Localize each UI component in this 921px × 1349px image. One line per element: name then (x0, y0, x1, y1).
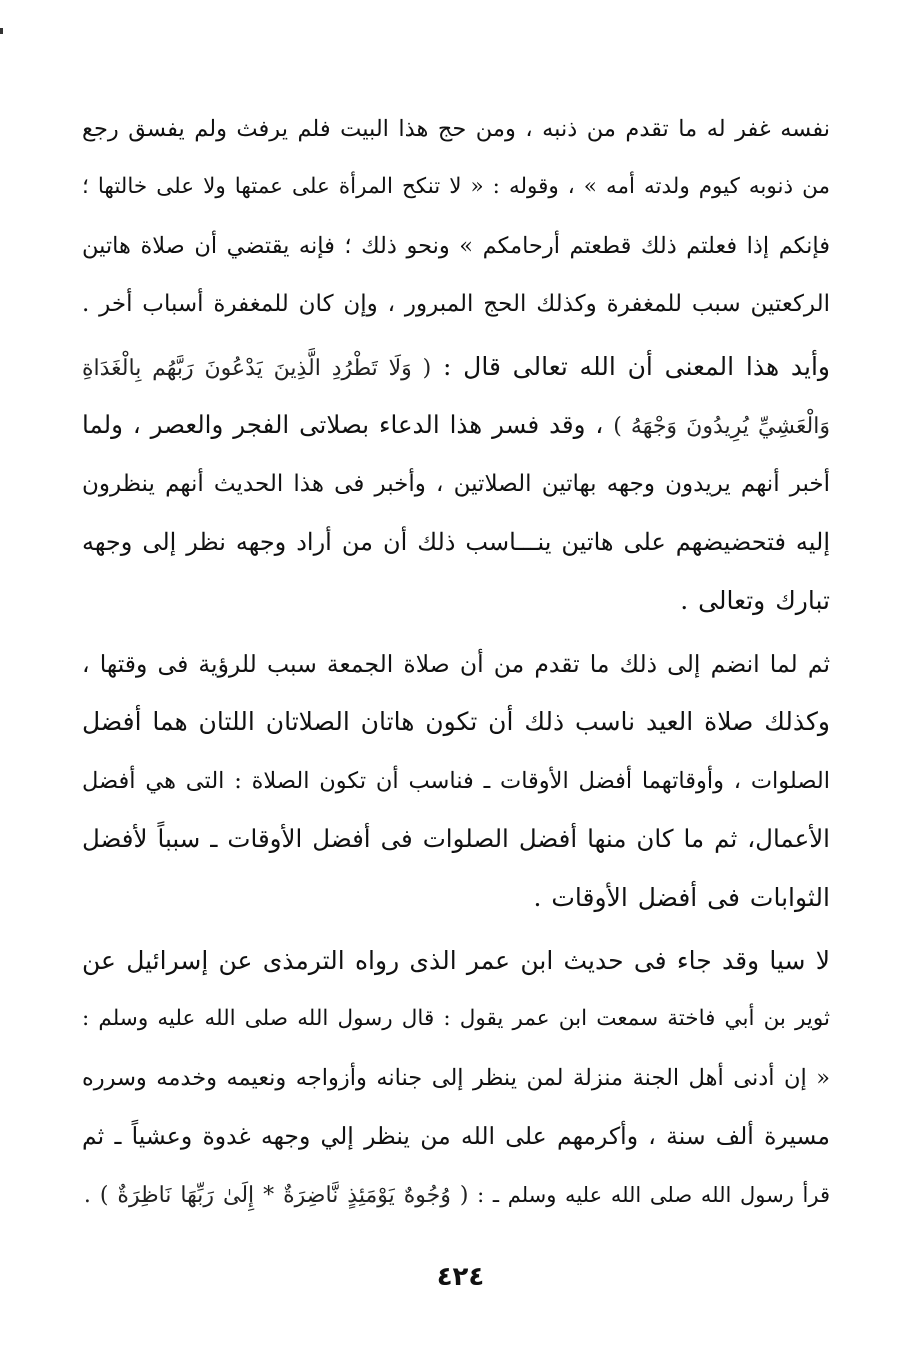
text-segment: ، وقد فسر هذا الدعاء بصلاتى الفجر والعصر ، ولما (82, 410, 604, 440)
text-line: الصلوات ، وأوقاتهما أفضل الأوقات ـ فناسب أن تكون الصلاة : التى هي أفضل (82, 767, 830, 794)
text-line: « إن أدنى أهل الجنة منزلة لمن ينظر إلى جنانه وأزواجه ونعيمه وخدمه وسرره (82, 1064, 830, 1091)
text-line (82, 338, 830, 396)
paragraph-3 (82, 635, 830, 927)
text-line: الثوابات فى أفضل الأوقات . (533, 882, 830, 912)
text-segment: قرأ رسول الله صلى الله عليه وسلم ـ : (477, 1182, 830, 1207)
text-line: ثوير بن أبي فاختة سمعت ابن عمر يقول : قال رسول الله صلى الله عليه وسلم : (82, 1006, 830, 1032)
quran-verse: ( وُجُوهٌ يَوْمَئِذٍ نَّاضِرَةٌ * إِلَىٰ رَبِّهَا نَاظِرَةٌ ) . (83, 1182, 469, 1208)
paragraph-1 (82, 100, 830, 334)
scan-mark (0, 28, 3, 34)
text-line: الأعمال، ثم ما كان منها أفضل الصلوات فى أفضل الأوقات ـ سبباً لأفضل (82, 824, 830, 854)
quran-verse: ( وَلَا تَطْرُدِ الَّذِينَ يَدْعُونَ رَبَّهُم بِالْغَدَاةِ (82, 356, 432, 381)
text-line: نفسه غفر له ما تقدم من ذنبه ، ومن حج هذا البيت فلم يرفث ولم يفسق رجع (82, 116, 830, 142)
text-line (82, 1166, 830, 1224)
text-line: ثم لما انضم إلى ذلك ما تقدم من أن صلاة الجمعة سبب للرؤية فى وقتها ، (82, 650, 830, 678)
text-line: إليه فتحضيضهم على هاتين ينـــاسب ذلك أن من أراد وجهه نظر إلى وجهه (82, 528, 830, 557)
page-number: ٤٢٤ (436, 1262, 485, 1292)
text-line: لا سيا وقد جاء فى حديث ابن عمر الذى رواه الترمذى عن إسرائيل عن (82, 946, 830, 975)
text-segment: وأيد هذا المعنى أن الله تعالى قال : (442, 352, 830, 381)
text-line: تبارك وتعالى . (680, 585, 830, 615)
paragraph-4 (82, 932, 830, 1224)
quran-verse: وَالْعَشِيِّ يُرِيدُونَ وَجْهَهُ ) (613, 414, 830, 440)
text-line: من ذنوبه كيوم ولدته أمه » ، وقوله : « لا تنكح المرأة على عمتها ولا على خالتها ؛ (82, 174, 830, 200)
text-line (82, 396, 830, 454)
text-line: مسيرة ألف سنة ، وأكرمهم على الله من ينظر إلي وجهه غدوة وعشياً ـ ثم (82, 1122, 830, 1151)
text-line: فإنكم إذا فعلتم ذلك قطعتم أرحامكم » ونحو ذلك ؛ فإنه يقتضي أن صلاة هاتين (82, 232, 830, 259)
text-line: وكذلك صلاة العيد ناسب ذلك أن تكون هاتان الصلاتان اللتان هما أفضل (82, 707, 830, 737)
text-line: الركعتين سبب للمغفرة وكذلك الحج المبرور ، وإن كان للمغفرة أسباب أخر . (82, 291, 830, 318)
paragraph-2 (82, 338, 830, 630)
text-line: أخبر أنهم يريدون وجهه بهاتين الصلاتين ، وأخبر فى هذا الحديث أنهم ينظرون (82, 470, 830, 497)
